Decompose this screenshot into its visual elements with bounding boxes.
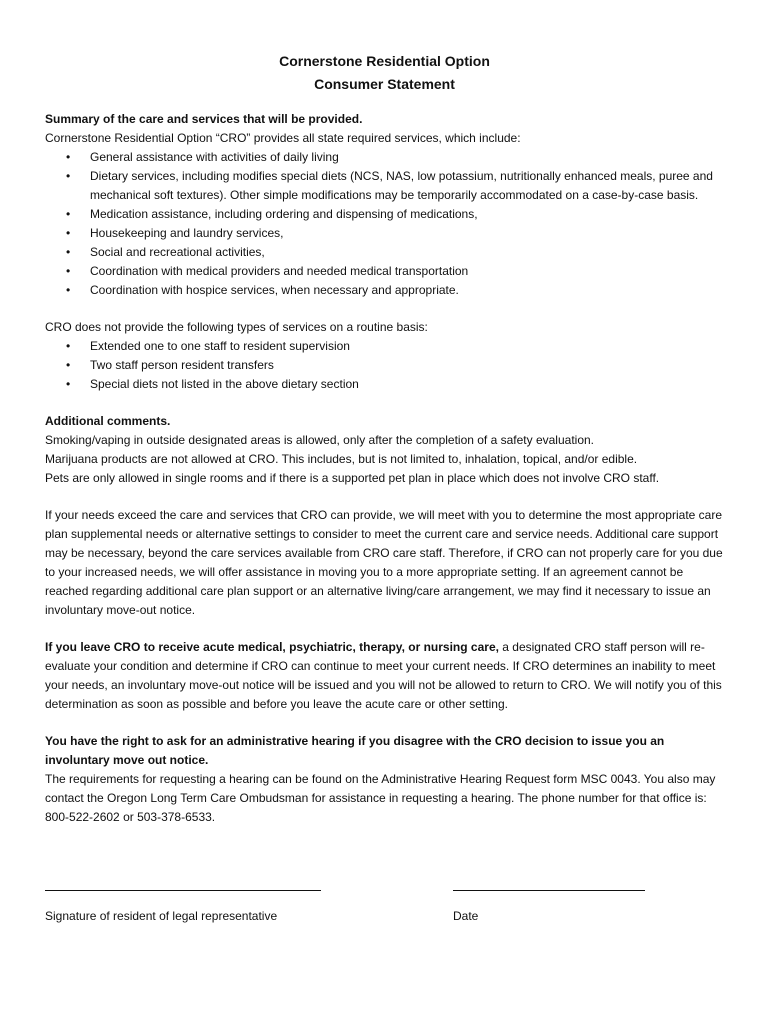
hearing-text: The requirements for requesting a hearing can be found on the Administrative Hearing Request form MSC 0043. You also may contact the Oregon Long Term Care Ombudsman for assistance in requesting a hearing. The phone number for that office is: 800-522-2602 or 503-378-6533. [45,772,716,824]
bullet-icon: • [66,226,71,240]
summary-intro: Cornerstone Residential Option “CRO” provides all state required services, which include: [45,131,521,145]
list-item: • Special diets not listed in the above dietary section [45,375,724,394]
bullet-icon: • [66,207,71,221]
not-provided-section [45,318,724,394]
resident-signature-label: Signature of resident of legal representative [45,909,278,923]
hearing-heading: You have the right to ask for an administrative hearing if you disagree with the CRO decision to issue you an involuntary move out notice. [45,734,665,767]
additional-heading: Additional comments. [45,414,171,428]
date-line[interactable] [453,880,645,891]
bullet-icon: • [66,283,71,297]
bullet-icon: • [66,358,71,372]
bullet-icon: • [66,377,71,391]
list-item: • Medication assistance, including ordering and dispensing of medications, [45,205,724,224]
bullet-icon: • [66,169,71,183]
list-item: • Coordination with hospice services, when necessary and appropriate. [45,281,724,300]
needs-paragraph: If your needs exceed the care and services that CRO can provide, we will meet with you to determine the most appropriate care plan supplemental needs or alternative settings to consider to meet the current care and service needs. Additional care support may be necessary, beyond the care services available from CRO care staff. Therefore, if CRO can not properly care for you due to your increased needs, we will offer assistance in moving you to a more appropriate setting. If an agreement cannot be reached regarding additional care plan support or an alternative living/care arrangement, we may find it necessary to issue an involuntary move-out notice. [45,508,723,617]
list-item: • Coordination with medical providers and needed medical transportation [45,262,724,281]
date-label: Date [453,909,479,923]
bullet-icon: • [66,264,71,278]
smoking-policy: Smoking/vaping in outside designated areas is allowed, only after the completion of a safety evaluation. [45,433,594,447]
marijuana-policy: Marijuana products are not allowed at CRO. This includes, but is not limited to, inhalation, topical, and/or edible. [45,452,638,466]
not-provided-intro: CRO does not provide the following types of services on a routine basis: [45,320,428,334]
document-title [45,50,724,96]
acute-care-text: a designated CRO staff person will re-evaluate your condition and determine if CRO can continue to meet your current needs. If CRO determines an inability to meet your needs, an involuntary move-out notice will be issued and you will not be allowed to return to CRO. We will notify you of this determination as soon as possible and before you leave the acute care or other setting. [45,640,722,711]
pet-policy: Pets are only allowed in single rooms and if there is a supported pet plan in place which does not involve CRO staff. [45,471,660,485]
hearing-section [45,732,724,827]
acute-care-lead: If you leave CRO to receive acute medical, psychiatric, therapy, or nursing care, [45,640,499,654]
list-item: • Social and recreational activities, [45,243,724,262]
additional-comments-section [45,412,724,488]
resident-signature-line[interactable] [45,880,321,891]
summary-section [45,110,724,300]
summary-heading: Summary of the care and services that will be provided. [45,112,363,126]
bullet-icon: • [66,150,71,164]
list-item: • Extended one to one staff to resident supervision [45,337,724,356]
title-line-1: Cornerstone Residential Option [279,53,490,69]
title-line-2: Consumer Statement [314,76,455,92]
acute-care-paragraph [45,638,724,714]
services-list [45,148,724,300]
list-item: • Dietary services, including modifies special diets (NCS, NAS, low potassium, nutritionally enhanced meals, puree and mechanical soft textures). Other simple modifications may be temporarily accommodated on a case-by-case basis. [66,169,713,202]
bullet-icon: • [66,339,71,353]
list-item: • General assistance with activities of daily living [45,148,724,167]
not-provided-list [45,337,724,394]
bullet-icon: • [66,245,71,259]
list-item: • Two staff person resident transfers [45,356,724,375]
list-item: • Housekeeping and laundry services, [45,224,724,243]
